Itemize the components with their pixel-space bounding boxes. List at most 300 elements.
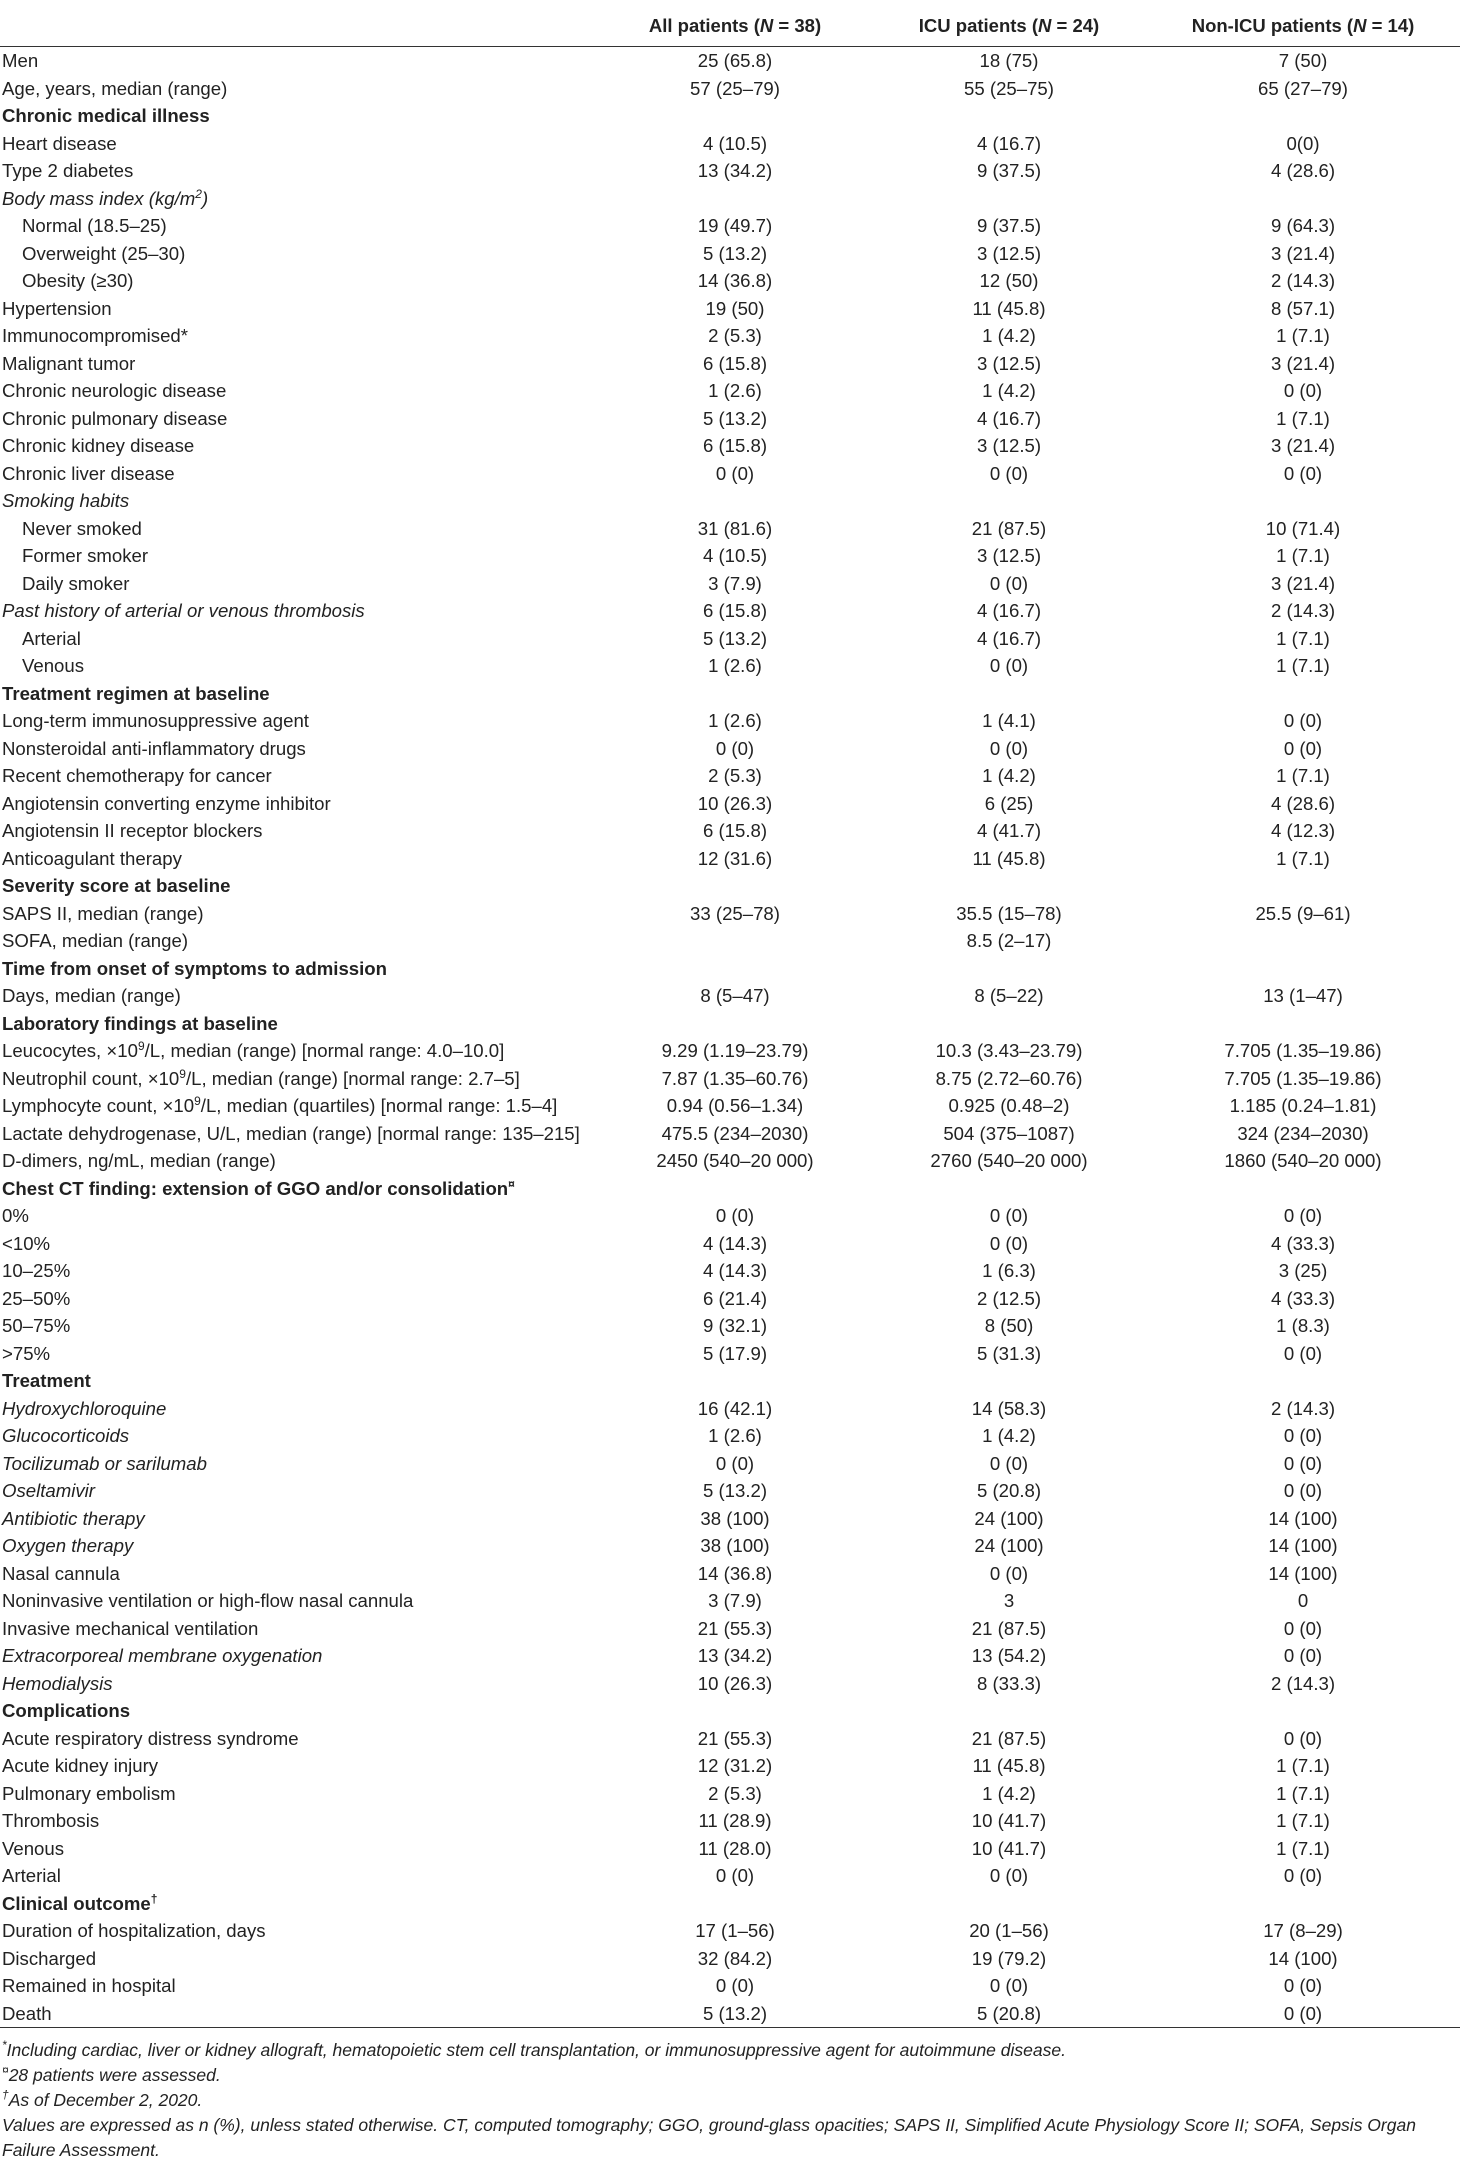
table-row (0, 295, 1460, 323)
row-label-text: D-dimers, ng/mL, median (range) (2, 1150, 276, 1171)
cell-icu-patients: 10.3 (3.43–23.79) (935, 1040, 1083, 1061)
row-label (0, 157, 598, 185)
row-label (0, 542, 598, 570)
row-label-text: Recent chemotherapy for cancer (2, 765, 272, 786)
cell-non-icu-patients: 14 (100) (1268, 1507, 1338, 1529)
cell-icu-patients: 21 (87.5) (971, 1617, 1047, 1639)
cell-all-patients: 0 (0) (715, 1205, 755, 1226)
cell-all-patients: 14 (36.8) (697, 270, 773, 291)
row-label (0, 1835, 598, 1863)
row-label-text: Acute kidney injury (2, 1755, 159, 1776)
cell-icu-patients: 8 (5–22) (974, 985, 1044, 1006)
table-row (0, 927, 1460, 955)
cell-icu-patients: 35.5 (15–78) (956, 902, 1062, 924)
table-row (0, 1230, 1460, 1258)
row-label-text: Acute respiratory distress syndrome (2, 1727, 299, 1749)
row-label-text: Pulmonary embolism (2, 1782, 176, 1804)
row-label (0, 817, 598, 845)
row-label-suffix: /L, median (quartiles) [normal range: 1.5–4] (200, 1095, 558, 1116)
row-label-text: Chest CT finding: extension of GGO and/or consolidation (2, 1177, 509, 1199)
row-label-text: Noninvasive ventilation or high-flow nasal cannula (2, 1590, 414, 1611)
row-label (0, 1230, 598, 1258)
row-label (0, 1257, 598, 1285)
row-label (0, 845, 598, 873)
cell-icu-patients: 5 (20.8) (872, 2000, 1146, 2028)
row-label-text: 10–25% (2, 1260, 71, 1281)
footnote-text: Including cardiac, liver or kidney allograft, hematopoietic stem cell transplantation, or immunosuppressive agent for autoimmune disease. (6, 2040, 1066, 2060)
row-label (0, 1065, 598, 1093)
cell-all-patients: 0 (0) (715, 1975, 755, 1996)
cell-all-patients: 1 (2.6) (708, 380, 762, 401)
cell-all-patients: 475.5 (234–2030) (661, 1122, 809, 1144)
cell-all-patients: 0 (0) (715, 1865, 755, 1886)
row-label-text: Complications (2, 1700, 131, 1721)
cell-non-icu-patients: 8 (57.1) (1270, 297, 1336, 319)
row-label (0, 1725, 598, 1753)
footnote-text: 28 patients were assessed. (8, 2065, 221, 2085)
table-row (0, 542, 1460, 570)
table-row (0, 1450, 1460, 1478)
row-label-text: Death (2, 2002, 52, 2024)
row-label (0, 487, 598, 515)
section-header-row (0, 1367, 1460, 1395)
row-label-text: Venous (2, 1837, 65, 1859)
row-label-text: Severity score at baseline (2, 875, 231, 896)
cell-non-icu-patients: 2 (14.3) (1270, 600, 1336, 621)
cell-icu-patients: 0 (0) (989, 1232, 1029, 1254)
table-row (0, 1945, 1460, 1973)
cell-non-icu-patients: 1 (7.1) (1276, 655, 1330, 676)
cell-icu-patients: 21 (87.5) (971, 1727, 1047, 1749)
row-label-superscript: 2 (195, 186, 202, 201)
cell-all-patients: 11 (28.0) (698, 1837, 772, 1859)
row-label (0, 1450, 598, 1478)
cell-all-patients: 5 (13.2) (702, 1480, 768, 1501)
row-label-text: Neutrophil count, ×10 (2, 1067, 180, 1089)
row-label-text: Chronic neurologic disease (2, 380, 227, 401)
row-label (0, 1092, 598, 1120)
cell-icu-patients: 4 (41.7) (976, 820, 1042, 841)
row-label (0, 762, 598, 790)
cell-non-icu-patients (1146, 487, 1460, 515)
cell-icu-patients (872, 102, 1146, 130)
row-label (0, 1010, 598, 1038)
table-row (0, 597, 1460, 625)
footnote (2, 2088, 1460, 2113)
row-label-text: Treatment regimen at baseline (2, 682, 270, 704)
table-row (0, 982, 1460, 1010)
cell-icu-patients: 11 (45.8) (972, 297, 1046, 319)
table-row (0, 2000, 1460, 2028)
cell-non-icu-patients: 1 (7.1) (1276, 1837, 1330, 1859)
cell-all-patients: 31 (81.6) (697, 517, 773, 539)
table-row (0, 432, 1460, 460)
row-label-text: Oxygen therapy (2, 1535, 134, 1556)
cell-icu-patients: 14 (58.3) (971, 1397, 1047, 1419)
cell-all-patients: 4 (10.5) (702, 545, 768, 566)
table-row (0, 1147, 1460, 1175)
cell-icu-patients: 8 (50) (984, 1315, 1034, 1336)
cell-all-patients: 38 (100) (700, 1507, 770, 1529)
row-label (0, 1862, 598, 1890)
row-label-text: Men (2, 50, 39, 71)
cell-all-patients (598, 185, 872, 213)
row-label (0, 1202, 598, 1230)
table-row (0, 1835, 1460, 1863)
table-row (0, 735, 1460, 763)
cell-all-patients: 33 (25–78) (690, 902, 780, 924)
cell-non-icu-patients (1146, 955, 1460, 983)
table-row (0, 1780, 1460, 1808)
cell-non-icu-patients: 0 (1297, 1590, 1309, 1611)
section-header-row (0, 955, 1460, 983)
row-label-text: Lymphocyte count, ×10 (2, 1095, 195, 1116)
row-label (0, 1917, 598, 1945)
cell-icu-patients: 1 (6.3) (982, 1260, 1036, 1281)
row-label-superscript: ¤ (508, 1176, 515, 1191)
cell-icu-patients (872, 487, 1146, 515)
row-label (0, 1697, 598, 1725)
cell-non-icu-patients: 7.705 (1.35–19.86) (1224, 1067, 1382, 1089)
cell-all-patients: 13 (34.2) (697, 160, 773, 181)
row-label (0, 707, 598, 735)
cell-icu-patients: 3 (12.5) (976, 242, 1042, 264)
table-footnotes (0, 2028, 1460, 2163)
section-header-row (0, 102, 1460, 130)
header-all-n: N (759, 15, 774, 36)
cell-all-patients: 2 (5.3) (708, 765, 762, 786)
row-label-text: Immunocompromised* (2, 325, 189, 346)
row-label-text: Normal (18.5–25) (22, 215, 167, 236)
table-row (0, 1615, 1460, 1643)
row-label (0, 982, 598, 1010)
footnote-text: Values are expressed as n (%), unless stated otherwise. CT, computed tomography; GGO, ground-glass opacities; SAPS II, Simplified Acute Physiology Score II; SOFA, Sepsis Organ Failure Assessment. (2, 2115, 1416, 2160)
header-label-column (0, 6, 598, 47)
cell-all-patients: 0 (0) (715, 1452, 755, 1474)
cell-non-icu-patients: 1 (8.3) (1276, 1315, 1330, 1336)
cell-all-patients: 3 (7.9) (708, 572, 762, 594)
row-label (0, 1972, 598, 2000)
footnote (2, 2113, 1460, 2163)
table-row (0, 1092, 1460, 1120)
cell-all-patients: 2 (5.3) (708, 325, 762, 346)
row-label-text: Arterial (2, 1865, 61, 1886)
row-label (0, 1120, 598, 1148)
table-row (0, 1285, 1460, 1313)
section-header-row (0, 1010, 1460, 1038)
row-label-suffix: ) (201, 187, 209, 209)
cell-non-icu-patients: 4 (28.6) (1270, 792, 1336, 814)
row-label-text: Oseltamivir (2, 1480, 95, 1501)
cell-all-patients: 0.94 (0.56–1.34) (666, 1095, 804, 1116)
table-row (0, 240, 1460, 268)
cell-icu-patients: 20 (1–56) (969, 1920, 1049, 1941)
header-all-patients (598, 6, 872, 47)
row-label-text: Angiotensin converting enzyme inhibitor (2, 792, 331, 814)
row-label-text: Invasive mechanical ventilation (2, 1617, 259, 1639)
cell-all-patients: 0 (0) (715, 737, 755, 759)
cell-non-icu-patients: 0 (0) (1283, 462, 1323, 484)
cell-all-patients (598, 927, 872, 955)
cell-non-icu-patients: 14 (100) (1268, 1562, 1338, 1584)
row-label-text: SAPS II, median (range) (2, 902, 204, 924)
table-row (0, 1340, 1460, 1368)
cell-all-patients (598, 1175, 872, 1203)
cell-non-icu-patients (1146, 680, 1460, 708)
cell-icu-patients: 504 (375–1087) (943, 1122, 1075, 1144)
row-label (0, 1312, 598, 1340)
table-row (0, 487, 1460, 515)
cell-icu-patients: 3 (1003, 1590, 1015, 1611)
cell-icu-patients: 4 (16.7) (976, 407, 1042, 429)
row-label-text: Chronic liver disease (2, 462, 175, 484)
cell-icu-patients: 4 (16.7) (976, 132, 1042, 154)
table-row (0, 350, 1460, 378)
cell-non-icu-patients (1146, 102, 1460, 130)
cell-icu-patients: 0 (0) (989, 655, 1029, 676)
cell-non-icu-patients: 3 (21.4) (1270, 352, 1336, 374)
row-label (0, 377, 598, 405)
row-label (0, 1807, 598, 1835)
cell-non-icu-patients: 7 (50) (1278, 50, 1328, 71)
cell-icu-patients: 0 (0) (989, 1205, 1029, 1226)
table-row (0, 75, 1460, 103)
cell-icu-patients: 0 (0) (989, 1975, 1029, 1996)
row-label-text: Malignant tumor (2, 352, 136, 374)
row-label-superscript: 9 (179, 1066, 186, 1081)
row-label (0, 1642, 598, 1670)
cell-all-patients: 1 (2.6) (708, 1425, 762, 1446)
cell-all-patients: 4 (14.3) (702, 1232, 768, 1254)
cell-all-patients: 6 (15.8) (702, 352, 768, 374)
cell-all-patients: 9.29 (1.19–23.79) (661, 1040, 809, 1061)
row-label (0, 350, 598, 378)
cell-non-icu-patients: 1 (7.1) (1276, 847, 1330, 869)
table-row (0, 1532, 1460, 1560)
table-row (0, 212, 1460, 240)
table-row (0, 157, 1460, 185)
cell-non-icu-patients: 324 (234–2030) (1237, 1122, 1369, 1144)
cell-non-icu-patients: 0 (0) (1283, 1452, 1323, 1474)
table-row (0, 1120, 1460, 1148)
cell-all-patients: 21 (55.3) (697, 1727, 773, 1749)
cell-non-icu-patients: 1.185 (0.24–1.81) (1229, 1095, 1377, 1116)
row-label-text: Long-term immunosuppressive agent (2, 710, 309, 731)
section-header-row (0, 1890, 1460, 1918)
row-label (0, 1587, 598, 1615)
cell-all-patients (598, 955, 872, 983)
row-label-text: Discharged (2, 1947, 97, 1969)
cell-non-icu-patients: 14 (100) (1268, 1535, 1338, 1556)
cell-icu-patients: 12 (50) (979, 270, 1039, 291)
row-label-text: Hemodialysis (2, 1672, 113, 1694)
row-label-text: 0% (2, 1205, 29, 1226)
footnote-mark: ¤ (2, 2063, 9, 2077)
row-label (0, 267, 598, 295)
table-row (0, 1807, 1460, 1835)
cell-non-icu-patients (1146, 1175, 1460, 1203)
header-non-icu-rest: = 14) (1366, 15, 1415, 36)
row-label-text: Age, years, median (range) (2, 77, 228, 99)
cell-non-icu-patients: 10 (71.4) (1265, 517, 1341, 539)
row-label-text: Type 2 diabetes (2, 160, 134, 181)
row-label-text: Angiotensin II receptor blockers (2, 820, 263, 841)
cell-all-patients (598, 1697, 872, 1725)
row-label (0, 735, 598, 763)
table-row (0, 1065, 1460, 1093)
row-label-text: Treatment (2, 1370, 91, 1391)
row-label-text: Time from onset of symptoms to admission (2, 957, 388, 979)
row-label-text: Clinical outcome (2, 1892, 151, 1914)
table-row (0, 1725, 1460, 1753)
row-label (0, 652, 598, 680)
cell-all-patients: 12 (31.2) (697, 1755, 773, 1776)
row-label-text: Thrombosis (2, 1810, 100, 1831)
cell-icu-patients: 2 (12.5) (976, 1287, 1042, 1309)
table-row (0, 1477, 1460, 1505)
cell-non-icu-patients: 0 (0) (1146, 2000, 1460, 2028)
cell-icu-patients: 3 (12.5) (976, 545, 1042, 566)
row-label-superscript: 9 (137, 1039, 145, 1053)
cell-icu-patients: 5 (31.3) (976, 1342, 1042, 1364)
row-label (0, 1285, 598, 1313)
cell-all-patients: 9 (32.1) (702, 1315, 768, 1336)
table-row (0, 405, 1460, 433)
cell-icu-patients: 9 (37.5) (976, 215, 1042, 236)
cell-non-icu-patients: 0 (0) (1283, 1865, 1323, 1886)
footnote-mark: * (2, 2038, 7, 2052)
table-row (0, 1752, 1460, 1780)
cell-icu-patients: 21 (87.5) (971, 517, 1047, 539)
table-row (0, 1037, 1460, 1065)
row-label (0, 405, 598, 433)
row-label (0, 900, 598, 928)
row-label-text: 50–75% (2, 1315, 71, 1336)
cell-non-icu-patients: 14 (100) (1268, 1947, 1338, 1969)
cell-icu-patients (872, 680, 1146, 708)
cell-all-patients: 4 (10.5) (702, 132, 768, 154)
cell-icu-patients: 1 (4.2) (982, 1425, 1036, 1446)
cell-all-patients: 19 (49.7) (697, 215, 773, 236)
cell-non-icu-patients (1146, 185, 1460, 213)
row-label (0, 1340, 598, 1368)
cell-all-patients: 32 (84.2) (697, 1947, 773, 1969)
patient-characteristics-table (0, 6, 1460, 2028)
cell-non-icu-patients: 1 (7.1) (1276, 1755, 1330, 1776)
cell-non-icu-patients (1146, 1890, 1460, 1918)
table-row (0, 130, 1460, 158)
row-label (0, 625, 598, 653)
row-label (0, 570, 598, 598)
row-label-suffix: /L, median (range) [normal range: 4.0–10.0] (144, 1040, 505, 1061)
cell-icu-patients: 10 (41.7) (971, 1837, 1047, 1859)
cell-all-patients: 10 (26.3) (697, 1672, 773, 1694)
cell-icu-patients: 1 (4.2) (982, 325, 1036, 346)
footnote-text: As of December 2, 2020. (8, 2090, 203, 2110)
row-label (0, 75, 598, 103)
cell-icu-patients: 24 (100) (974, 1535, 1044, 1556)
header-icu-rest: = 24) (1051, 15, 1100, 36)
cell-icu-patients: 5 (20.8) (976, 1480, 1042, 1501)
row-label-superscript: † (150, 1891, 158, 1906)
row-label-text: Duration of hospitalization, days (2, 1920, 266, 1941)
row-label (0, 1422, 598, 1450)
table-row (0, 1972, 1460, 2000)
cell-all-patients (598, 1367, 872, 1395)
cell-non-icu-patients: 0 (0) (1283, 1480, 1323, 1501)
cell-icu-patients: 8 (33.3) (976, 1672, 1042, 1694)
row-label (0, 1037, 598, 1065)
cell-non-icu-patients: 4 (33.3) (1270, 1287, 1336, 1309)
table-row (0, 570, 1460, 598)
row-label-text: Tocilizumab or sarilumab (2, 1452, 207, 1474)
cell-icu-patients: 11 (45.8) (972, 847, 1046, 869)
cell-all-patients: 6 (15.8) (702, 435, 768, 456)
table-row (0, 790, 1460, 818)
table-row (0, 1560, 1460, 1588)
cell-icu-patients: 0 (0) (989, 1865, 1029, 1886)
table-row (0, 707, 1460, 735)
section-header-row (0, 1697, 1460, 1725)
row-label (0, 515, 598, 543)
header-row (0, 6, 1460, 47)
cell-non-icu-patients (1146, 1367, 1460, 1395)
cell-icu-patients (872, 1367, 1146, 1395)
cell-non-icu-patients: 0 (0) (1283, 1617, 1323, 1639)
row-label-text: Lactate dehydrogenase, U/L, median (range) [normal range: 135–215] (2, 1122, 580, 1144)
row-label-text: Chronic medical illness (2, 105, 210, 126)
cell-all-patients: 5 (13.2) (702, 627, 768, 649)
row-label-text: <10% (2, 1232, 51, 1254)
row-label (0, 1560, 598, 1588)
row-label (0, 597, 598, 625)
table-row (0, 460, 1460, 488)
row-label (0, 2000, 598, 2028)
row-label-text: Former smoker (22, 545, 149, 566)
cell-non-icu-patients: 0 (0) (1283, 737, 1323, 759)
cell-icu-patients: 55 (25–75) (964, 77, 1054, 99)
cell-all-patients (598, 872, 872, 900)
table-row (0, 762, 1460, 790)
row-label (0, 927, 598, 955)
row-label-text: Chronic kidney disease (2, 435, 195, 456)
cell-non-icu-patients: 1 (7.1) (1276, 1810, 1330, 1831)
cell-all-patients (598, 487, 872, 515)
cell-non-icu-patients: 0 (0) (1283, 1645, 1323, 1666)
cell-non-icu-patients: 0 (0) (1283, 380, 1323, 401)
cell-icu-patients: 0.925 (0.48–2) (948, 1095, 1070, 1116)
row-label-text: Daily smoker (22, 572, 130, 594)
cell-icu-patients: 1 (4.1) (982, 710, 1036, 731)
section-header-row (0, 1175, 1460, 1203)
row-label-text: Past history of arterial or venous thrombosis (2, 600, 365, 621)
cell-icu-patients: 0 (0) (989, 462, 1029, 484)
header-icu-patients (872, 6, 1146, 47)
cell-non-icu-patients: 1 (7.1) (1276, 325, 1330, 346)
row-label (0, 955, 598, 983)
table-header (0, 6, 1460, 47)
cell-all-patients: 2450 (540–20 000) (656, 1150, 814, 1171)
cell-non-icu-patients: 0 (0) (1283, 1975, 1323, 1996)
table-row (0, 652, 1460, 680)
cell-icu-patients: 10 (41.7) (971, 1810, 1047, 1831)
cell-icu-patients: 8.5 (2–17) (966, 930, 1052, 951)
row-label-text: Leucocytes, ×10 (2, 1040, 138, 1061)
cell-non-icu-patients: 0 (0) (1283, 1342, 1323, 1364)
footnote (2, 2038, 1460, 2063)
section-header-row (0, 872, 1460, 900)
row-label-text: Nonsteroidal anti-inflammatory drugs (2, 737, 306, 759)
